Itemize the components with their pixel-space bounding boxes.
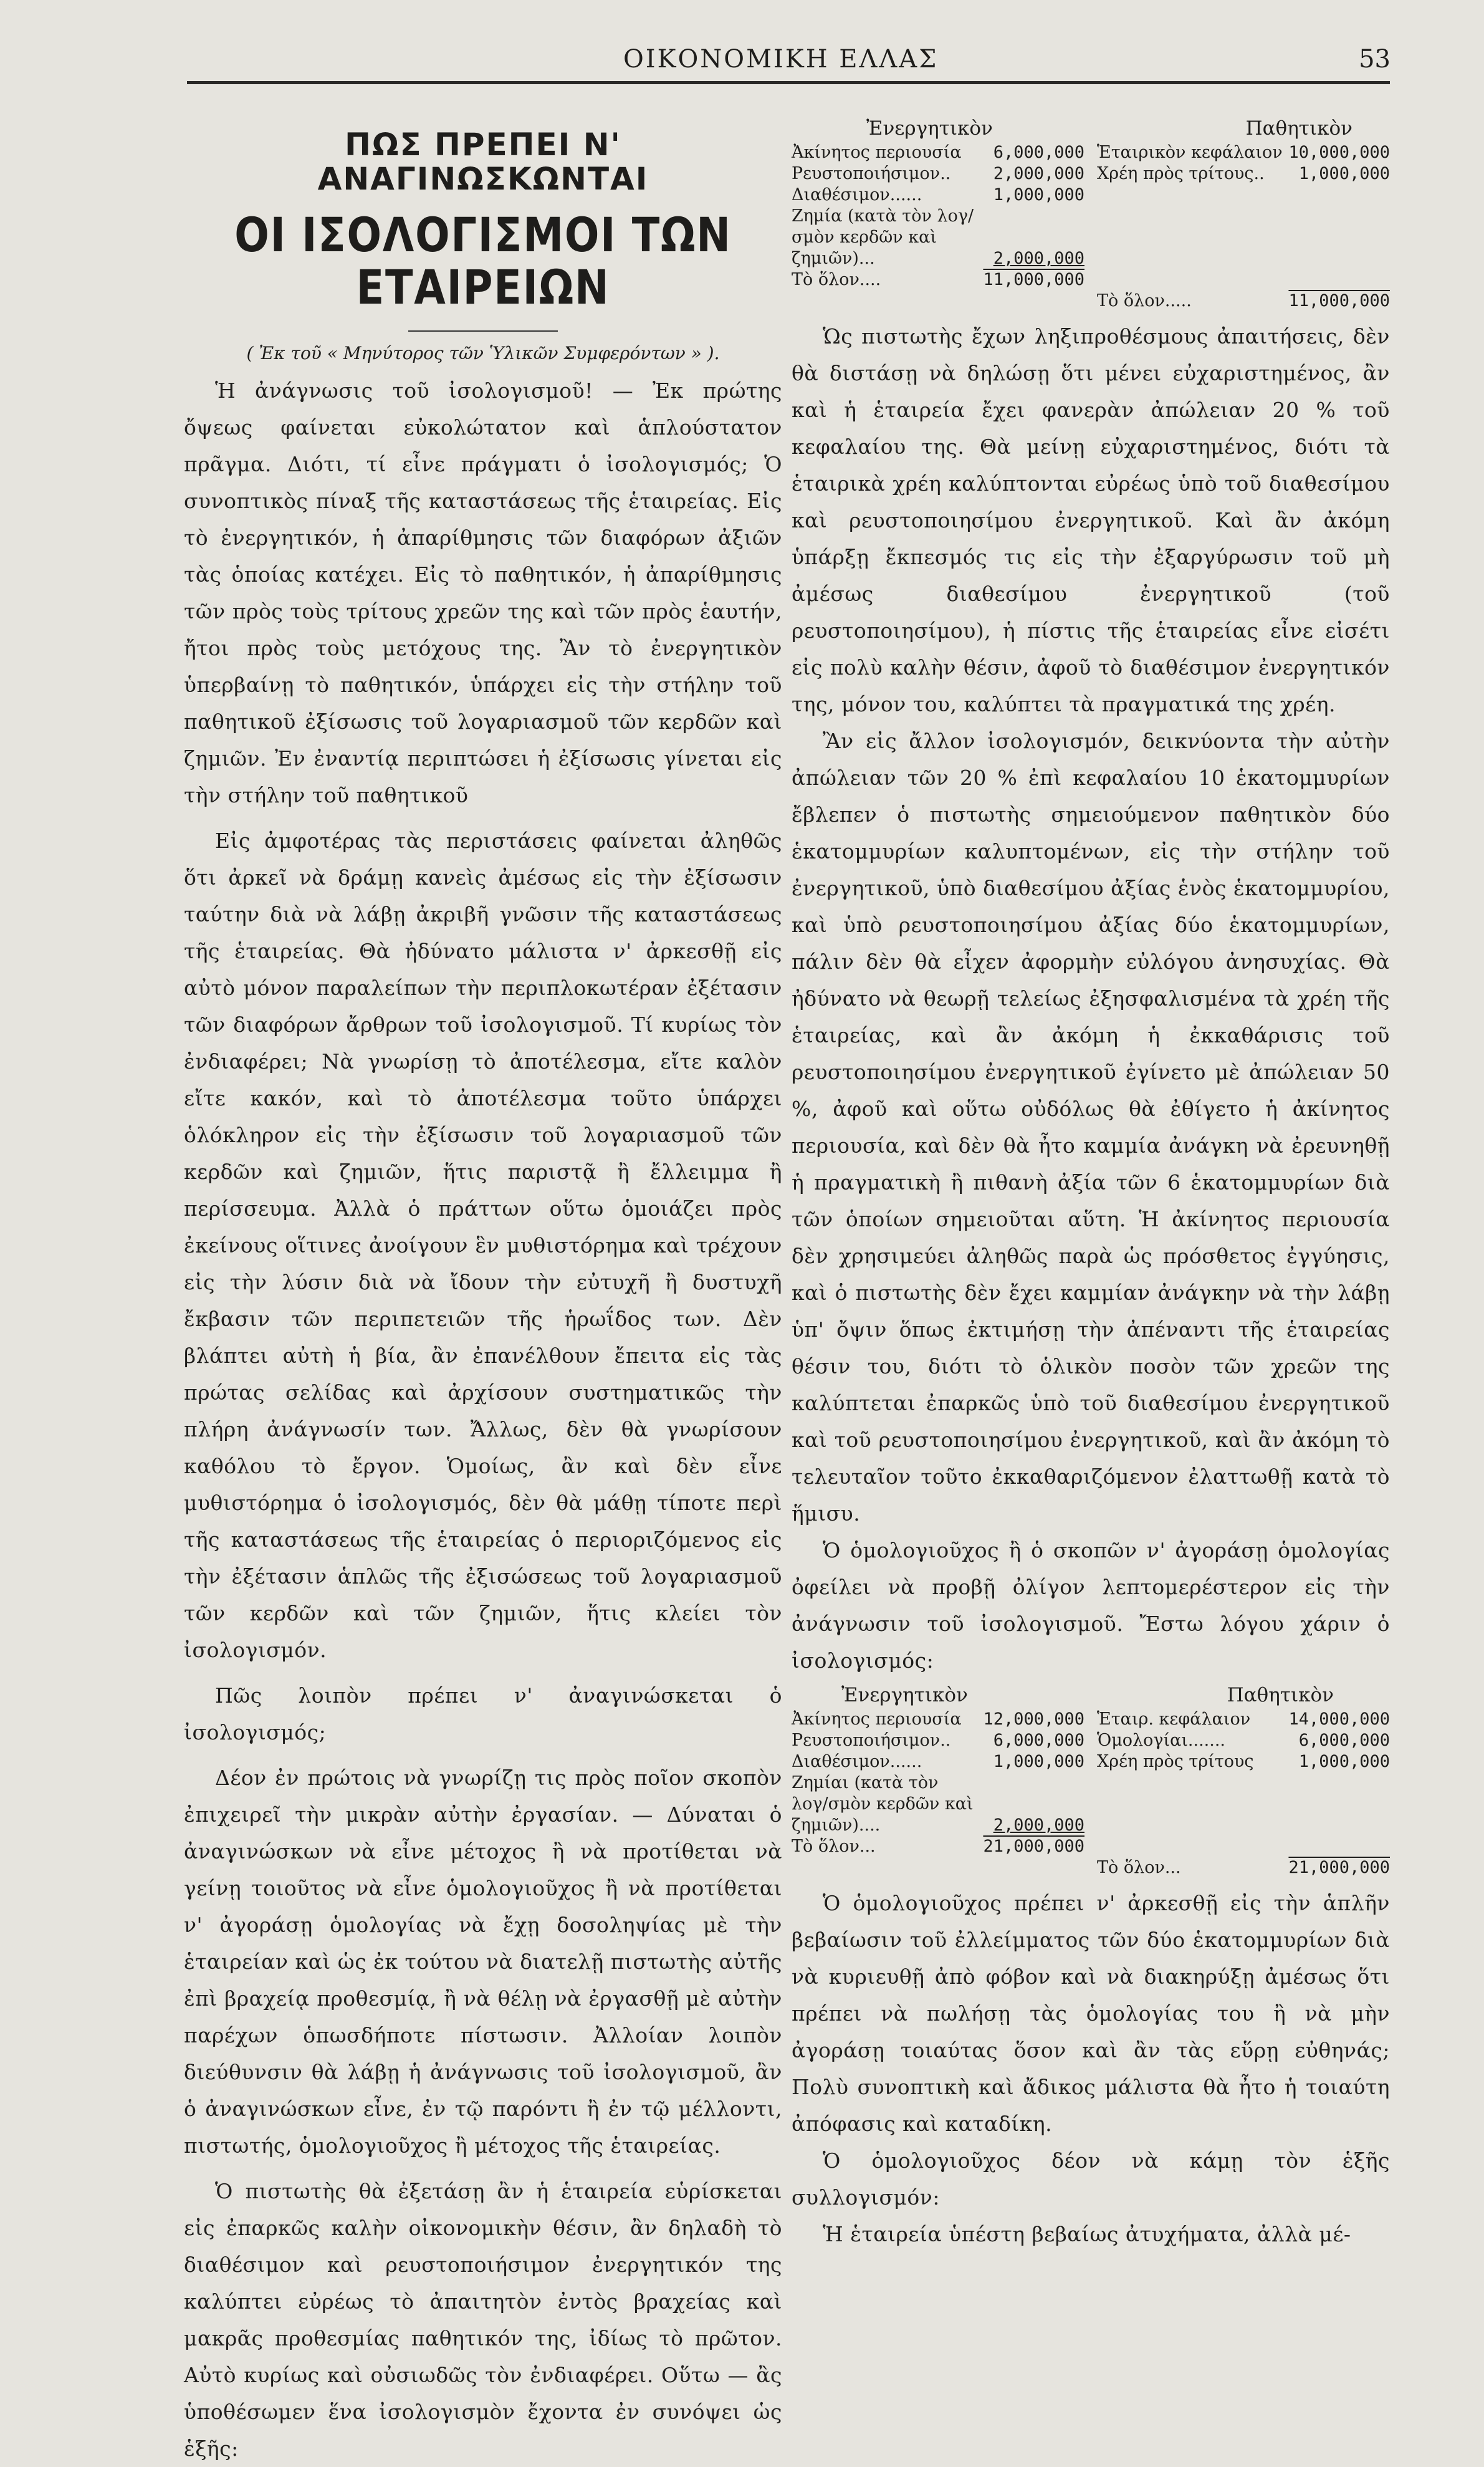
total-amount: 21,000,000: [1288, 1858, 1390, 1877]
paragraph: Πῶς λοιπὸν πρέπει ν' ἀναγινώσκεται ὁ ἰσολογισμός;: [184, 1683, 782, 1745]
total-label: Τὸ ὅλον.....: [1097, 291, 1192, 310]
asset-row: [792, 1772, 1084, 1836]
asset-row: [792, 163, 1084, 185]
assets-total-row: [792, 269, 1084, 291]
liability-amount: 1,000,000: [1298, 164, 1390, 183]
article-source: ( Ἐκ τοῦ « Μηνύτορος τῶν Ὑλικῶν Συμφερόντων » ).: [246, 343, 720, 364]
total-label: Τὸ ὅλον...: [1097, 1858, 1181, 1877]
asset-row: [792, 185, 1084, 206]
liabilities-heading: Παθητικὸν: [1245, 117, 1352, 140]
asset-amount: 1,000,000: [993, 1752, 1084, 1771]
asset-amount: 12,000,000: [983, 1710, 1084, 1729]
balance-sheet-2: [792, 1709, 1390, 1878]
liability-label: Ἑταιρικὸν κεφάλαιον: [1097, 143, 1283, 162]
liabilities-list: [1097, 1709, 1390, 1878]
total-label: Τὸ ὅλον....: [792, 270, 881, 289]
asset-amount: 1,000,000: [993, 185, 1084, 204]
paragraph: Ἂν εἰς ἄλλον ἰσολογισμόν, δεικνύοντα τὴν αὐτὴν ἀπώλειαν τῶν 20 % ἐπὶ κεφαλαίου 10 ἑκατομμυρίων ἔβλεπεν ὁ πιστωτὴς σημειούμενον παθητικὸν δύο ἑκατομμυρίων καλυπτομένων, εἰς τὴν στήλην τοῦ ἐνεργητικοῦ, ὑπὸ διαθεσίμου ἀξίας ἑνὸς ἑκατομμυρίου, καὶ ὑπὸ ρευστοποιησίμου ἀξίας δύο ἑκατομμυρίων, πάλιν δὲν θὰ εἶχεν ἀφορμὴν εὐλόγου ἀνησυχίας. Θὰ ἠδύνατο νὰ θεωρῇ τελείως ἐξησφαλισμένα τὰ χρέη τῆς ἑταιρείας, καὶ ἂν ἀκόμη ἡ ἐκκαθάρισις τοῦ ρευστοποιησίμου ἐνεργητικοῦ ἐγίνετο μὲ ἀπώλειαν 50 %, ἀφοῦ καὶ οὕτω οὐδόλως θὰ ἐθίγετο ἡ ἀκίνητος περιουσία, καὶ δὲν θὰ ἦτο καμμία ἀνάγκη νὰ ἐρευνηθῇ ἡ πραγματικὴ ἢ πιθανὴ ἀξία τῶν 6 ἑκατομμυρίων διὰ τῶν ὁποίων σημειοῦται αὕτη. Ἡ ἀκίνητος περιουσία δὲν χρησιμεύει ἀληθῶς παρὰ ὡς πρόσθετος ἐγγύησις, καὶ ὁ πιστωτὴς δὲν ἔχει καμμίαν ἀνάγκην νὰ τὴν λάβῃ ὑπ' ὄψιν ὅπως ἐκτιμήσῃ τὴν ἀπέναντι τῆς ἑταιρείας θέσιν του, διότι τὸ ὁλικὸν ποσὸν τῶν χρεῶν της καλύπτεται ἐπαρκῶς ὑπὸ τοῦ διαθεσίμου ἐνεργητικοῦ καὶ τοῦ ρευστοποιησίμου ἐνεργητικοῦ, καὶ ἂν ἀκόμη τὸ τελευταῖον τοῦτο ἐκκαθαριζόμενον ἐλαττωθῇ κατὰ τὸ ἥμισυ.: [792, 729, 1390, 1526]
asset-amount: 6,000,000: [993, 1731, 1084, 1750]
assets-total-row: [792, 1836, 1084, 1857]
article-title-line-2: ΟΙ ΙΣΟΛΟΓΙΣΜΟΙ ΤΩΝ ΕΤΑΙΡΕΙΩΝ: [234, 207, 732, 315]
liability-row: [1097, 1751, 1390, 1772]
liability-amount: 6,000,000: [1298, 1731, 1390, 1750]
paragraph: Ὡς πιστωτὴς ἔχων ληξιπροθέσμους ἀπαιτήσεις, δὲν θὰ διστάσῃ νὰ δηλώσῃ ὅτι μένει εὐχαριστημένος, ἂν καὶ ἡ ἑταιρεία ἔχει φανερὰν ἀπώλειαν 20 % τοῦ κεφαλαίου της. Θὰ μείνῃ εὐχαριστημένος, διότι τὰ ἑταιρικὰ χρέη καλύπτονται εὐρέως ὑπὸ τοῦ διαθεσίμου καὶ ρευστοποιησίμου ἐνεργητικοῦ. Καὶ ἂν ἀκόμη ὑπάρξῃ ἔκπεσμός τις εἰς τὴν ἐξαργύρωσιν τοῦ μὴ ἀμέσως διαθεσίμου ἐνεργητικοῦ (τοῦ ρευστοποιησίμου), ἡ πίστις τῆς ἑταιρείας εἶνε εἰσέτι εἰς πολὺ καλὴν θέσιν, ἀφοῦ τὸ διαθέσιμον ἐνεργητικόν της, μόνον του, καλύπτει τὰ πραγματικά της χρέη.: [792, 324, 1390, 716]
total-label: Τὸ ὅλον...: [792, 1837, 876, 1856]
asset-label: Ρευστοποιήσιμον..: [792, 1731, 951, 1750]
liability-amount: 14,000,000: [1288, 1710, 1390, 1729]
liability-label: Ὁμολογίαι.......: [1097, 1731, 1225, 1750]
running-head: [0, 37, 1484, 81]
paragraph: Ἡ ἀνάγνωσις τοῦ ἰσολογισμοῦ! — Ἐκ πρώτης ὄψεως φαίνεται εὐκολώτατον καὶ ἁπλούστατον πρᾶγμα. Διότι, τί εἶνε πράγματι ὁ ἰσολογισμός; Ὁ συνοπτικὸς πίναξ τῆς καταστάσεως τῆς ἑταιρείας. Εἰς τὸ ἐνεργητικόν, ἡ ἀπαρίθμησις τῶν διαφόρων ἀξιῶν τὰς ὁποίας κατέχει. Εἰς τὸ παθητικόν, ἡ ἀπαρίθμησις τῶν πρὸς τοὺς τρίτους χρεῶν της καὶ τῶν πρὸς ἑαυτήν, ἤτοι πρὸς τοὺς μετόχους της. Ἂν τὸ ἐνεργητικὸν ὑπερβαίνῃ τὸ παθητικόν, ὑπάρχει εἰς τὴν στήλην τοῦ παθητικοῦ ἐξίσωσις τοῦ λογαριασμοῦ τῶν κερδῶν καὶ ζημιῶν. Ἐν ἐναντίᾳ περιπτώσει ἡ ἐξίσωσις γίνεται εἰς τὴν στήλην τοῦ παθητικοῦ: [184, 378, 782, 808]
asset-row: [792, 1730, 1084, 1751]
asset-label: Ἀκίνητος περιουσία: [792, 1710, 962, 1729]
balance-sheet-1-headings: [792, 117, 1390, 140]
asset-label: Ἀκίνητος περιουσία: [792, 143, 962, 162]
page-number: 53: [1359, 45, 1391, 74]
asset-amount: 2,000,000: [993, 1815, 1084, 1835]
asset-amount: 2,000,000: [993, 249, 1084, 268]
balance-sheet-1: [792, 142, 1390, 312]
liability-amount: 1,000,000: [1298, 1752, 1390, 1771]
paragraph: Δέον ἐν πρώτοις νὰ γνωρίζῃ τις πρὸς ποῖον σκοπὸν ἐπιχειρεῖ τὴν μικρὰν αὐτὴν ἐργασίαν. — Δύναται ὁ ἀναγινώσκων νὰ εἶνε μέτοχος ἢ νὰ προτίθεται νὰ γείνῃ τοιοῦτος νὰ εἶνε ὁμολογιοῦχος ἢ νὰ προτίθεται ν' ἀγοράσῃ ὁμολογίας νὰ ἔχῃ δοσοληψίας μὲ τὴν ἑταιρείαν καὶ ὡς ἐκ τούτου νὰ διατελῇ πιστωτὴς αὐτῆς ἐπὶ βραχείᾳ προθεσμίᾳ, ἢ νὰ θέλῃ νὰ ἐργασθῇ μὲ αὐτὴν παρέχων ὁπωσδήποτε πίστωσιν. Ἀλλοίαν λοιπὸν διεύθυνσιν θὰ λάβῃ ἡ ἀνάγνωσις τοῦ ἰσολογισμοῦ, ἂν ὁ ἀναγινώσκων εἶνε, ἐν τῷ παρόντι ἢ ἐν τῷ μέλλοντι, πιστωτής, ὁμολογιοῦχος ἢ μέτοχος τῆς ἑταιρείας.: [184, 1766, 782, 2158]
assets-list: [792, 1709, 1084, 1878]
asset-row: [792, 142, 1084, 163]
liabilities-total-row: [1097, 291, 1390, 312]
liability-row: [1097, 1709, 1390, 1730]
asset-row: [792, 1709, 1084, 1730]
asset-label: Ζημίαι (κατὰ τὸν λογ/σμὸν κερδῶν καὶ ζημιῶν)....: [792, 1773, 974, 1835]
assets-list: [792, 142, 1084, 312]
asset-amount: 2,000,000: [993, 164, 1084, 183]
asset-label: Ρευστοποιήσιμον..: [792, 164, 951, 183]
liabilities-list: [1097, 142, 1390, 312]
paragraph: Ὁ πιστωτὴς θὰ ἐξετάσῃ ἂν ἡ ἑταιρεία εὑρίσκεται εἰς ἐπαρκῶς καλὴν οἰκονομικὴν θέσιν, ἂν δηλαδὴ τὸ διαθέσιμον καὶ ρευστοποιήσιμον ἐνεργητικόν της καλύπτει εὐρέως τὸ ἀπαιτητὸν ἐντὸς βραχείας καὶ μακρᾶς προθεσμίας παθητικόν της, ἰδίως τὸ πρῶτον. Αὐτὸ κυρίως καὶ οὐσιωδῶς τὸν ἐνδιαφέρει. Οὕτω — ἂς ὑποθέσωμεν ἕνα ἰσολογισμὸν ἔχοντα ἐν συνόψει ὡς ἑξῆς:: [184, 2179, 782, 2461]
total-amount: 11,000,000: [983, 270, 1084, 289]
liabilities-heading: Παθητικὸν: [1227, 1684, 1334, 1706]
liability-label: Χρέη πρὸς τρίτους..: [1097, 164, 1265, 183]
balance-sheet-2-headings: [792, 1684, 1390, 1706]
liability-row: [1097, 142, 1390, 163]
liability-row: [1097, 163, 1390, 185]
liability-row: [1097, 1730, 1390, 1751]
asset-amount: 6,000,000: [993, 143, 1084, 162]
liability-label: Χρέη πρὸς τρίτους: [1097, 1752, 1254, 1771]
paragraph: Ἡ ἑταιρεία ὑπέστη βεβαίως ἀτυχήματα, ἀλλὰ μέ-: [823, 2222, 1351, 2246]
total-amount: 11,000,000: [1288, 291, 1390, 310]
total-amount: 21,000,000: [983, 1837, 1084, 1856]
paragraph: Εἰς ἀμφοτέρας τὰς περιστάσεις φαίνεται ἀληθῶς ὅτι ἀρκεῖ νὰ δράμῃ κανεὶς ἀμέσως εἰς τὴν ἐξίσωσιν ταύτην διὰ νὰ λάβῃ ἀκριβῆ γνῶσιν τῆς καταστάσεως τῆς ἑταιρείας. Θὰ ἠδύνατο μάλιστα ν' ἀρκεσθῇ εἰς αὐτὸ μόνον παραλείπων τὴν περιπλοκωτέραν ἐξέτασιν τῶν διαφόρων ἄρθρων τοῦ ἰσολογισμοῦ. Τί κυρίως τὸν ἐνδιαφέρει; Νὰ γνωρίσῃ τὸ ἀποτέλεσμα, εἴτε καλὸν εἴτε κακόν, καὶ τὸ ἀποτέλεσμα τοῦτο ὑπάρχει ὁλόκληρον εἰς τὴν ἐξίσωσιν τοῦ λογαριασμοῦ τῶν κερδῶν καὶ ζημιῶν, ἥτις παριστᾷ ἢ ἔλλειμμα ἢ περίσσευμα. Ἀλλὰ ὁ πράττων οὕτω ὁμοιάζει πρὸς ἐκείνους οἵτινες ἀνοίγουν ἓν μυθιστόρημα καὶ τρέχουν εἰς τὴν λύσιν διὰ νὰ ἴδουν τὴν εὐτυχῆ ἢ δυστυχῆ ἔκβασιν τῶν περιπετειῶν τῆς ἡρωΐδος των. Δὲν βλάπτει αὐτὴ ἡ βία, ἂν ἐπανέλθουν ἔπειτα εἰς τὰς πρώτας σελίδας καὶ ἀρχίσουν συστηματικῶς τὴν πλήρη ἀνάγνωσίν των. Ἄλλως, δὲν θὰ γνωρίσουν καθόλου τὸ ἔργον. Ὁμοίως, ἂν καὶ δὲν εἶνε μυθιστόρημα ὁ ἰσολογισμός, δὲν θὰ μάθῃ τίποτε περὶ τῆς καταστάσεως τῆς ἑταιρείας ὁ περιοριζόμενος εἰς τὴν ἐξέτασιν ἁπλῶς τῆς ἐξισώσεως τοῦ λογαριασμοῦ τῶν κερδῶν καὶ τῶν ζημιῶν, ἥτις κλείει τὸν ἰσολογισμόν.: [184, 829, 782, 1663]
title-rule: [408, 330, 558, 332]
left-column: [184, 112, 782, 2467]
paragraph: Ὁ ὁμολογιοῦχος δέον νὰ κάμῃ τὸν ἑξῆς συλλογισμόν:: [792, 2148, 1390, 2210]
liability-label: Ἑταιρ. κεφάλαιον: [1097, 1710, 1251, 1729]
asset-label: Διαθέσιμον......: [792, 185, 922, 204]
paragraph: Ὁ ὁμολογιοῦχος πρέπει ν' ἀρκεσθῇ εἰς τὴν ἁπλῆν βεβαίωσιν τοῦ ἐλλείμματος τῶν δύο ἑκατομμυρίων διὰ νὰ κυριευθῇ ἀπὸ φόβον καὶ νὰ διακηρύξῃ ἀμέσως ὅτι πρέπει νὰ πωλήσῃ τὰς ὁμολογίας του ἢ νὰ μὴν ἀγοράσῃ τοιαύτας ὅσον καὶ ἂν τὰς εὕρῃ εὐθηνάς; Πολὺ συνοπτικὴ καὶ ἄδικος μάλιστα θὰ ἦτο ἡ τοιαύτη ἀπόφασις καὶ καταδίκη.: [792, 1891, 1390, 2136]
asset-label: Ζημία (κατὰ τὸν λογ/σμὸν κερδῶν καὶ ζημιῶν)...: [792, 206, 974, 268]
paragraph: Ὁ ὁμολογιοῦχος ἢ ὁ σκοπῶν ν' ἀγοράσῃ ὁμολογίας ὀφείλει νὰ προβῇ ὀλίγον λεπτομερέστερον εἰς τὴν ἀνάγνωσιν τοῦ ἰσολογισμοῦ. Ἔστω λόγου χάριν ὁ ἰσολογισμός:: [792, 1538, 1390, 1673]
article-title-line-1: ΠΩΣ ΠΡΕΠΕΙ Ν' ΑΝΑΓΙΝΩΣΚΩΝΤΑΙ: [317, 127, 649, 197]
asset-label: Διαθέσιμον......: [792, 1752, 922, 1771]
journal-title: ΟΙΚΟΝΟΜΙΚΗ ΕΛΛΑΣ: [623, 45, 939, 74]
right-column: [792, 112, 1390, 2253]
liabilities-total-row: [1097, 1857, 1390, 1878]
asset-row: [792, 206, 1084, 269]
header-rule: [187, 81, 1390, 84]
assets-heading: Ἐνεργητικὸν: [866, 117, 993, 140]
asset-row: [792, 1751, 1084, 1772]
liability-amount: 10,000,000: [1288, 143, 1390, 162]
assets-heading: Ἐνεργητικὸν: [841, 1684, 968, 1706]
